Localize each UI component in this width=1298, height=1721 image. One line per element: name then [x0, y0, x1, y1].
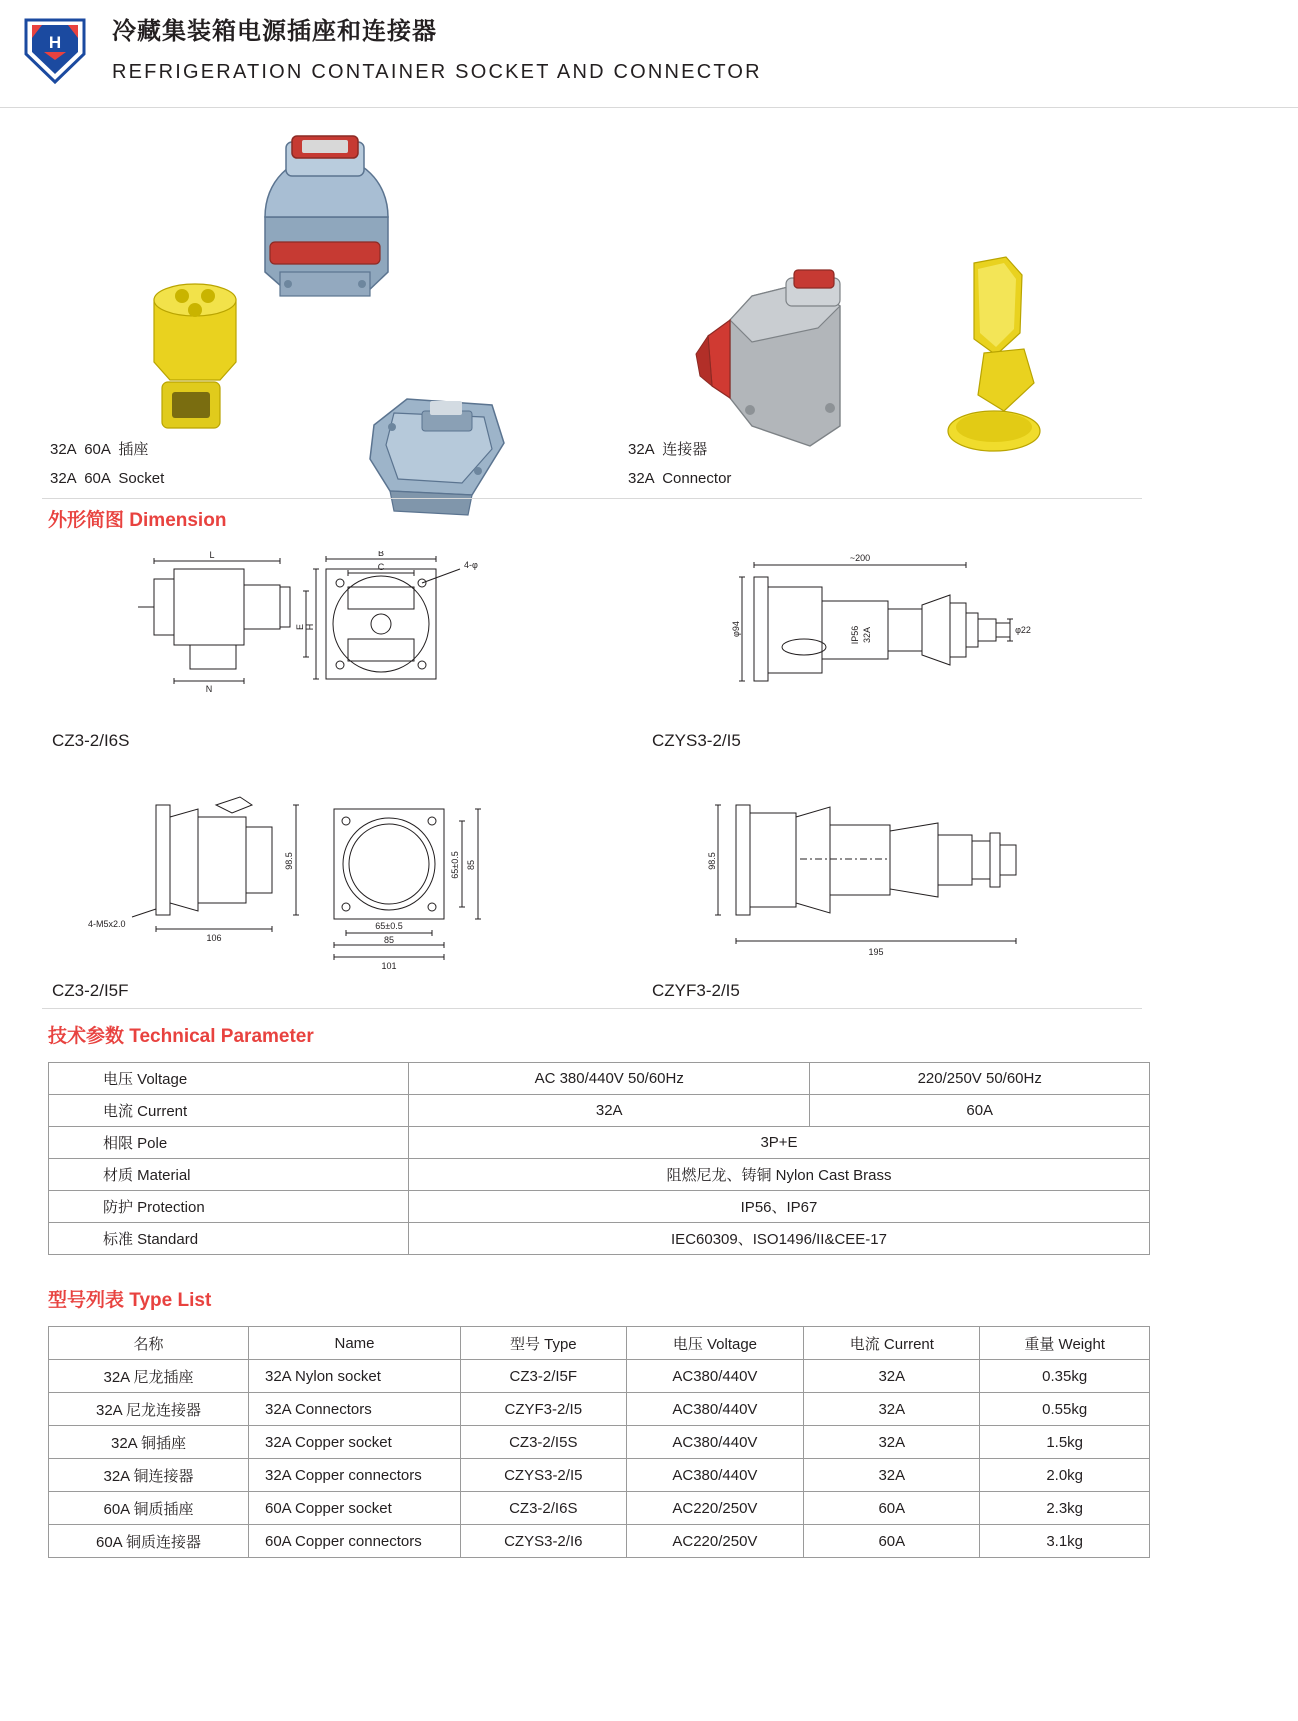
tp-label-voltage: 电压 Voltage [49, 1063, 409, 1095]
tp-label-protection: 防护 Protection [49, 1191, 409, 1223]
svg-text:φ94: φ94 [731, 621, 741, 637]
svg-text:32A: 32A [862, 626, 872, 644]
tl-r2-c1: 32A Copper socket [249, 1426, 461, 1459]
tl-col-0: 名称 [49, 1327, 249, 1360]
tp-label-material: 材质 Material [49, 1159, 409, 1191]
tl-col-3: 电压 Voltage [626, 1327, 804, 1360]
type-list-heading-en: Type List [129, 1290, 212, 1311]
svg-text:65±0.5: 65±0.5 [375, 921, 403, 931]
table-row [49, 1459, 1150, 1492]
dimension-section [0, 503, 1298, 1013]
technical-parameter-table [48, 1062, 1150, 1255]
dimension-label-1: CZYS3-2/I5 [652, 731, 741, 750]
tl-r1-c2: CZYF3-2/I5 [461, 1393, 627, 1426]
table-row [49, 1426, 1150, 1459]
type-list-heading-cn: 型号列表 [48, 1290, 125, 1311]
tp-value-current-1: 32A [409, 1095, 810, 1127]
tp-label-standard: 标准 Standard [49, 1223, 409, 1255]
tp-label-pole: 相限 Pole [49, 1127, 409, 1159]
tl-r2-c2: CZ3-2/I5S [461, 1426, 627, 1459]
table-row [49, 1127, 1150, 1159]
table-row [49, 1063, 1150, 1095]
tl-r2-c5: 1.5kg [980, 1426, 1150, 1459]
technical-parameter-section [0, 1021, 1298, 1255]
type-list-heading [0, 1285, 1298, 1312]
table-row [49, 1492, 1150, 1525]
dimension-label-2: CZ3-2/I5F [52, 981, 129, 1000]
tl-r5-c5: 3.1kg [980, 1525, 1150, 1558]
tl-r5-c2: CZYS3-2/I6 [461, 1525, 627, 1558]
tl-r2-c3: AC380/440V [626, 1426, 804, 1459]
tl-r0-c0: 32A 尼龙插座 [49, 1360, 249, 1393]
table-row [49, 1095, 1150, 1127]
type-list-table [48, 1326, 1150, 1558]
tl-col-5: 重量 Weight [980, 1327, 1150, 1360]
caption-right-en: 32A Connector [628, 470, 732, 487]
tp-value-material: 阻燃尼龙、铸铜 Nylon Cast Brass [409, 1159, 1150, 1191]
page-title-cn: 冷藏集装箱电源插座和连接器 [112, 18, 437, 45]
tl-r4-c3: AC220/250V [626, 1492, 804, 1525]
tl-r4-c1: 60A Copper socket [249, 1492, 461, 1525]
tl-r3-c4: 32A [804, 1459, 980, 1492]
tl-r4-c2: CZ3-2/I6S [461, 1492, 627, 1525]
divider-after-dimension [42, 1008, 1142, 1009]
tl-r1-c5: 0.55kg [980, 1393, 1150, 1426]
tl-r4-c0: 60A 铜质插座 [49, 1492, 249, 1525]
tl-col-4: 电流 Current [804, 1327, 980, 1360]
caption-left-cn: 32A 60A 插座 [50, 441, 149, 458]
tl-r1-c4: 32A [804, 1393, 980, 1426]
table-row [49, 1191, 1150, 1223]
photo-32a-yellow-connector [132, 270, 262, 440]
table-row [49, 1223, 1150, 1255]
tl-r5-c1: 60A Copper connectors [249, 1525, 461, 1558]
svg-text:IP56: IP56 [850, 625, 860, 645]
dimension-label-3: CZYF3-2/I5 [652, 981, 740, 1000]
tl-r0-c2: CZ3-2/I5F [461, 1360, 627, 1393]
svg-text:4-φ: 4-φ [464, 560, 478, 570]
page-title-en: REFRIGERATION CONTAINER SOCKET AND CONNECTOR [112, 60, 762, 83]
technical-parameter-heading [0, 1021, 1298, 1048]
svg-text:B: B [377, 551, 385, 558]
tl-r3-c3: AC380/440V [626, 1459, 804, 1492]
table-row [49, 1159, 1150, 1191]
tl-r3-c1: 32A Copper connectors [249, 1459, 461, 1492]
caption-left-en: 32A 60A Socket [50, 470, 165, 487]
svg-text:85: 85 [466, 859, 476, 871]
tp-value-protection: IP56、IP67 [409, 1191, 1150, 1223]
tl-r0-c3: AC380/440V [626, 1360, 804, 1393]
dimension-label-0: CZ3-2/I6S [52, 731, 130, 750]
svg-text:~200: ~200 [849, 553, 871, 563]
svg-text:N: N [205, 684, 213, 694]
tl-r0-c4: 32A [804, 1360, 980, 1393]
table-row [49, 1360, 1150, 1393]
tp-value-pole: 3P+E [409, 1127, 1150, 1159]
company-logo [18, 14, 92, 88]
photo-32a-grey-connector [690, 258, 890, 468]
svg-text:195: 195 [868, 947, 884, 957]
svg-text:E: E [295, 623, 305, 631]
svg-text:H: H [48, 33, 62, 52]
dimension-figure-cz3-2-i5f [80, 783, 500, 973]
divider-after-photos [42, 498, 1142, 499]
dimension-heading-en: Dimension [129, 510, 227, 531]
tl-r2-c4: 32A [804, 1426, 980, 1459]
technical-parameter-heading-en: Technical Parameter [129, 1026, 314, 1047]
tl-r3-c0: 32A 铜连接器 [49, 1459, 249, 1492]
table-header-row [49, 1327, 1150, 1360]
technical-parameter-heading-cn: 技术参数 [48, 1026, 125, 1047]
tl-r0-c1: 32A Nylon socket [249, 1360, 461, 1393]
svg-text:65±0.5: 65±0.5 [450, 851, 460, 879]
dimension-heading [0, 505, 226, 532]
svg-text:98.5: 98.5 [284, 852, 294, 870]
svg-text:L: L [209, 551, 215, 560]
tl-r1-c1: 32A Connectors [249, 1393, 461, 1426]
tl-r4-c4: 60A [804, 1492, 980, 1525]
tp-label-current: 电流 Current [49, 1095, 409, 1127]
svg-text:H: H [305, 623, 315, 631]
tl-r2-c0: 32A 铜插座 [49, 1426, 249, 1459]
svg-text:101: 101 [381, 961, 397, 971]
dimension-heading-cn: 外形简图 [48, 510, 125, 531]
tl-r5-c3: AC220/250V [626, 1525, 804, 1558]
tl-col-1: Name [249, 1327, 461, 1360]
svg-text:85: 85 [383, 935, 395, 945]
tp-value-standard: IEC60309、ISO1496/II&CEE-17 [409, 1223, 1150, 1255]
photo-60a-blue-socket-angled [352, 383, 522, 523]
page-header [0, 0, 1298, 108]
tl-r1-c3: AC380/440V [626, 1393, 804, 1426]
tl-r1-c0: 32A 尼龙连接器 [49, 1393, 249, 1426]
tl-r5-c0: 60A 铜质连接器 [49, 1525, 249, 1558]
product-photo-section [0, 108, 1298, 503]
tl-r3-c5: 2.0kg [980, 1459, 1150, 1492]
tp-value-voltage-1: AC 380/440V 50/60Hz [409, 1063, 810, 1095]
table-row [49, 1525, 1150, 1558]
dimension-figure-czyf3-2-i5 [700, 783, 1070, 973]
tl-col-2: 型号 Type [461, 1327, 627, 1360]
tp-value-current-2: 60A [810, 1095, 1150, 1127]
photo-yellow-plug [930, 253, 1070, 468]
tp-value-voltage-2: 220/250V 50/60Hz [810, 1063, 1150, 1095]
svg-text:106: 106 [206, 933, 222, 943]
caption-right-cn: 32A 连接器 [628, 441, 708, 458]
tl-r5-c4: 60A [804, 1525, 980, 1558]
tl-r0-c5: 0.35kg [980, 1360, 1150, 1393]
svg-text:4-M5x2.0: 4-M5x2.0 [88, 919, 126, 929]
tl-r3-c2: CZYS3-2/I5 [461, 1459, 627, 1492]
dimension-figure-czys3-2-i5 [718, 551, 1048, 711]
svg-text:C: C [377, 562, 385, 572]
svg-text:98.5: 98.5 [707, 852, 717, 870]
tl-r4-c5: 2.3kg [980, 1492, 1150, 1525]
table-row [49, 1393, 1150, 1426]
photo-caption-right [628, 438, 731, 498]
svg-text:φ22: φ22 [1015, 625, 1031, 635]
dimension-figure-cz3-2-i6s [130, 551, 510, 711]
photo-caption-left [50, 438, 164, 498]
type-list-section [0, 1285, 1298, 1558]
